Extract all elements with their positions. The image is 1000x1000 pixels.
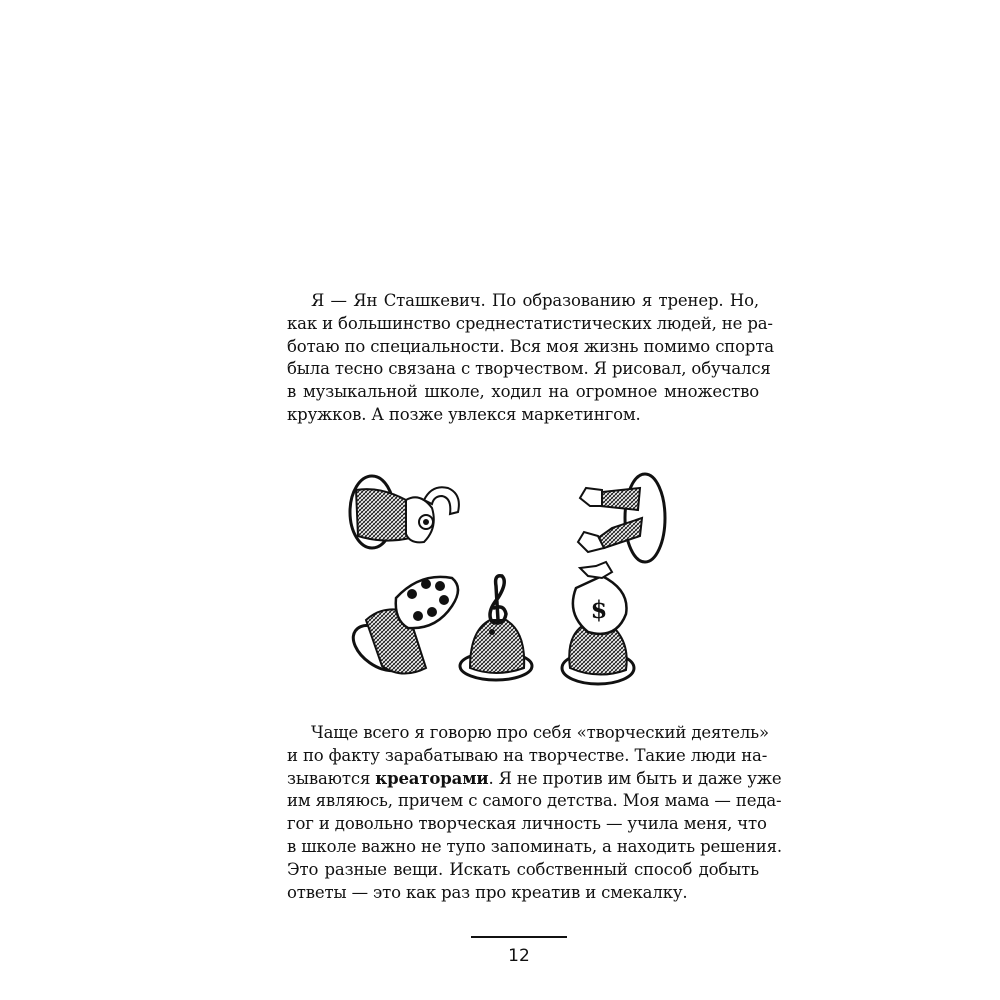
text-line: в музыкальной школе, ходил на огромное множество [287, 382, 759, 402]
treble-clef-icon [460, 576, 532, 680]
paint-palette-icon [345, 577, 458, 680]
text-line: кружков. А позже увлекся маркетингом. [287, 404, 641, 424]
text-line: в школе важно не тупо запоминать, а находить решения. [287, 836, 782, 856]
text-line: им являюсь, причем с самого детства. Моя мама — педа- [287, 791, 782, 811]
text-line: как и большинство среднестатистических людей, не ра- [287, 313, 773, 333]
text-line: Я — Ян Сташкевич. По образованию я тренер. Но, [311, 291, 759, 310]
footer-divider [471, 936, 567, 938]
running-legs-icon [578, 474, 665, 562]
money-bag-icon [562, 562, 634, 684]
page-number: 12 [508, 946, 530, 966]
text-line: ответы — это как раз про креатив и смекалку. [287, 882, 688, 902]
text-fragment: . Я не против им быть и даже уже [488, 768, 782, 788]
dollar-sign: $ [590, 595, 608, 624]
creator-paragraph [287, 722, 782, 904]
text-line: Чаще всего я говорю про себя «творческий деятель» [311, 723, 769, 742]
text-line: и по факту зарабатываю на творчестве. Такие люди на- [287, 745, 768, 765]
bold-term: креаторами [375, 768, 489, 788]
text-line: ботаю по специальности. Вся моя жизнь помимо спорта [287, 336, 774, 356]
text-line: Это разные вещи. Искать собственный способ добыть [287, 859, 759, 879]
intro-paragraph [287, 290, 774, 427]
text-fragment: зываются [287, 768, 376, 788]
text-line [287, 768, 782, 791]
text-line: гог и довольно творческая личность — учила меня, что [287, 814, 767, 834]
portal-hands-illustration [340, 470, 670, 695]
text-line: была тесно связана с творчеством. Я рисовал, обучался [287, 359, 771, 379]
kettlebell-icon [350, 476, 459, 548]
